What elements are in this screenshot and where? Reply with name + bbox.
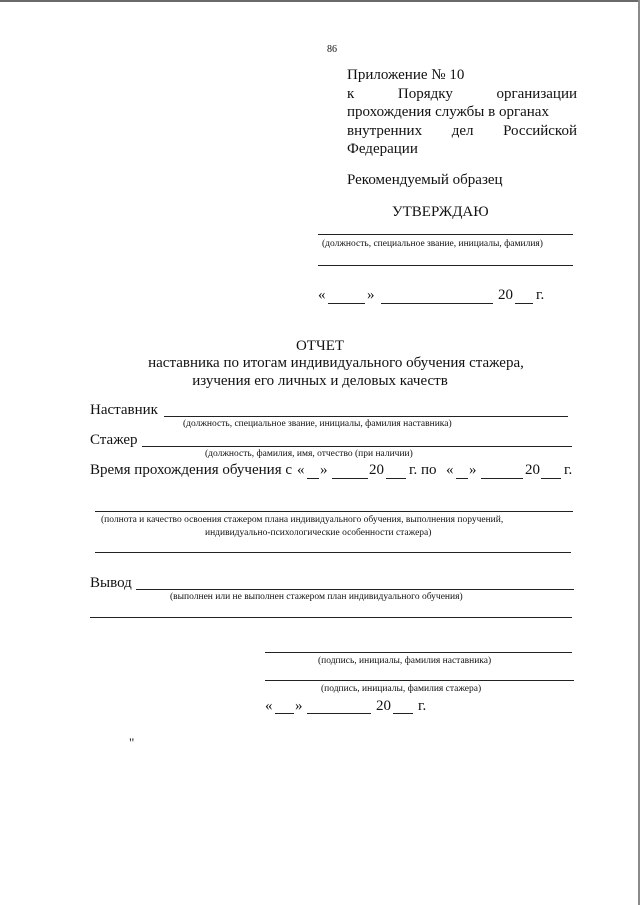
appendix-line-3: прохождения службы в органах [347,104,549,120]
appendix-line-4 [347,122,577,141]
appendix-line-2-right: организации [496,85,577,102]
approve-signature-line[interactable] [318,265,573,266]
period-start-year-prefix: 20 [369,462,384,478]
signature-date-open-quote: « [265,698,273,714]
signature-month-field[interactable] [307,713,371,714]
appendix-line-2-left: к [347,85,355,102]
trainee-caption: (должность, фамилия, имя, отчество (при наличии) [205,449,413,459]
trainee-signature-field[interactable] [265,680,574,681]
mentor-signature-caption: (подпись, инициалы, фамилия наставника) [318,656,492,666]
period-end-year-field[interactable] [541,478,561,479]
report-title: ОТЧЕТ [295,338,345,354]
approve-year-prefix: 20 [498,287,513,303]
period-start-month-field[interactable] [332,478,368,479]
signature-year-field[interactable] [393,713,413,714]
trainee-field[interactable] [142,446,572,447]
period-start-open-quote: « [297,462,305,478]
report-subtitle-line-2: изучения его личных и деловых качеств [192,373,448,389]
appendix-line-2-mid: Порядку [397,85,453,102]
approve-month-field[interactable] [381,303,493,304]
mentor-signature-field[interactable] [265,652,572,653]
report-subtitle-line-1: наставника по итогам индивидуального обучения стажера, [148,355,524,371]
period-g-po: г. по [409,462,437,478]
period-end-month-field[interactable] [481,478,523,479]
period-end-year-suffix: г. [564,462,573,478]
approve-date-open-quote: « [318,287,326,303]
conclusion-label: Вывод [90,575,132,591]
assessment-field[interactable] [95,511,573,512]
approve-date-close-quote: » [367,287,375,303]
period-label: Время прохождения обучения с [90,462,292,478]
approve-position-caption: (должность, специальное звание, инициалы, фамилия) [322,239,543,249]
scan-edge-top [0,0,640,2]
signature-date-close-quote: » [295,698,303,714]
appendix-line-5: Федерации [347,141,418,157]
recommended-sample: Рекомендуемый образец [347,172,503,188]
mentor-label: Наставник [90,402,158,418]
period-start-day-field[interactable] [307,478,319,479]
trainee-signature-caption: (подпись, инициалы, фамилия стажера) [321,684,482,694]
period-end-year-prefix: 20 [525,462,540,478]
approve-year-suffix: г. [536,287,545,303]
appendix-line-4-left: внутренних [347,122,423,139]
conclusion-field[interactable] [136,589,574,590]
appendix-line-4-right: Российской [503,122,577,139]
mentor-caption: (должность, специальное звание, инициалы, фамилия наставника) [183,419,452,429]
period-end-day-field[interactable] [456,478,468,479]
appendix-line-2 [347,85,577,104]
approve-position-line[interactable] [318,234,573,235]
period-start-close-quote: » [320,462,328,478]
appendix-line-4-mid: дел [451,122,474,139]
period-end-close-quote: » [469,462,477,478]
closing-quote-mark: " [129,735,135,750]
assessment-caption-line-1: (полнота и качество освоения стажером плана индивидуального обучения, выполнения поручений, [101,515,504,525]
period-end-open-quote: « [446,462,454,478]
signature-year-prefix: 20 [376,698,391,714]
approve-heading: УТВЕРЖДАЮ [392,204,489,220]
page-number: 86 [327,44,337,55]
mentor-field[interactable] [164,416,568,417]
signature-day-field[interactable] [275,713,294,714]
signature-year-suffix: г. [418,698,427,714]
period-start-year-field[interactable] [386,478,406,479]
approve-day-field[interactable] [328,303,365,304]
assessment-field-continued[interactable] [95,552,571,553]
conclusion-caption: (выполнен или не выполнен стажером план индивидуального обучения) [170,592,463,602]
appendix-block [347,66,577,159]
appendix-title: Приложение № 10 [347,67,465,83]
assessment-caption-line-2: индивидуально-психологические особенности стажера) [205,528,432,538]
approve-year-field[interactable] [515,303,533,304]
trainee-label: Стажер [90,432,138,448]
conclusion-field-continued[interactable] [90,617,572,618]
